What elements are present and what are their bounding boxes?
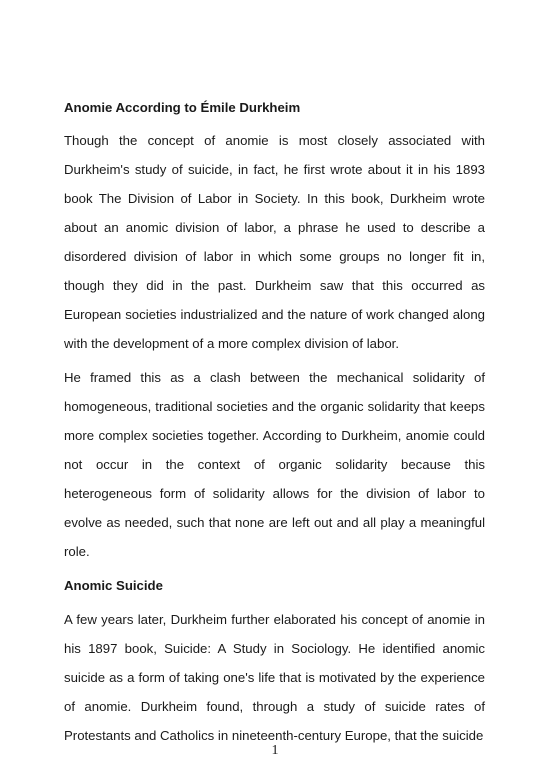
section-heading-anomic-suicide: Anomic Suicide — [64, 578, 163, 593]
page-number: 1 — [271, 743, 279, 758]
page-content — [64, 93, 485, 755]
document-title: Anomie According to Émile Durkheim — [64, 100, 301, 115]
paragraph-division-of-labor: Though the concept of anomie is most closely associated with Durkheim's study of suicide, in fact, he first wrote about it in his 1893 book The Division of Labor in Society. In this book, Durkheim wrote about an anomic division of labor, a phrase he used to describe a disordered division of labor in which some groups no longer fit in, though they did in the past. Durkheim saw that this occurred as European societies industrialized and the nature of work changed along with the development of a more complex division of labor. — [64, 133, 485, 351]
paragraph-solidarity: He framed this as a clash between the mechanical solidarity of homogeneous, traditional societies and the organic solidarity that keeps more complex societies together. According to Durkheim, anomie could not occur in the context of organic solidarity because this heterogeneous form of solidarity allows for the division of labor to evolve as needed, such that none are left out and all play a meaningful role. — [64, 370, 485, 559]
paragraph-anomic-suicide: A few years later, Durkheim further elaborated his concept of anomie in his 1897 book, Suicide: A Study in Sociology. He identified anomic suicide as a form of taking one's life that is motivated by the experience of anomie. Durkheim found, through a study of suicide rates of Protestants and Catholics in nineteenth-century Europe, that the suicide — [64, 612, 485, 743]
